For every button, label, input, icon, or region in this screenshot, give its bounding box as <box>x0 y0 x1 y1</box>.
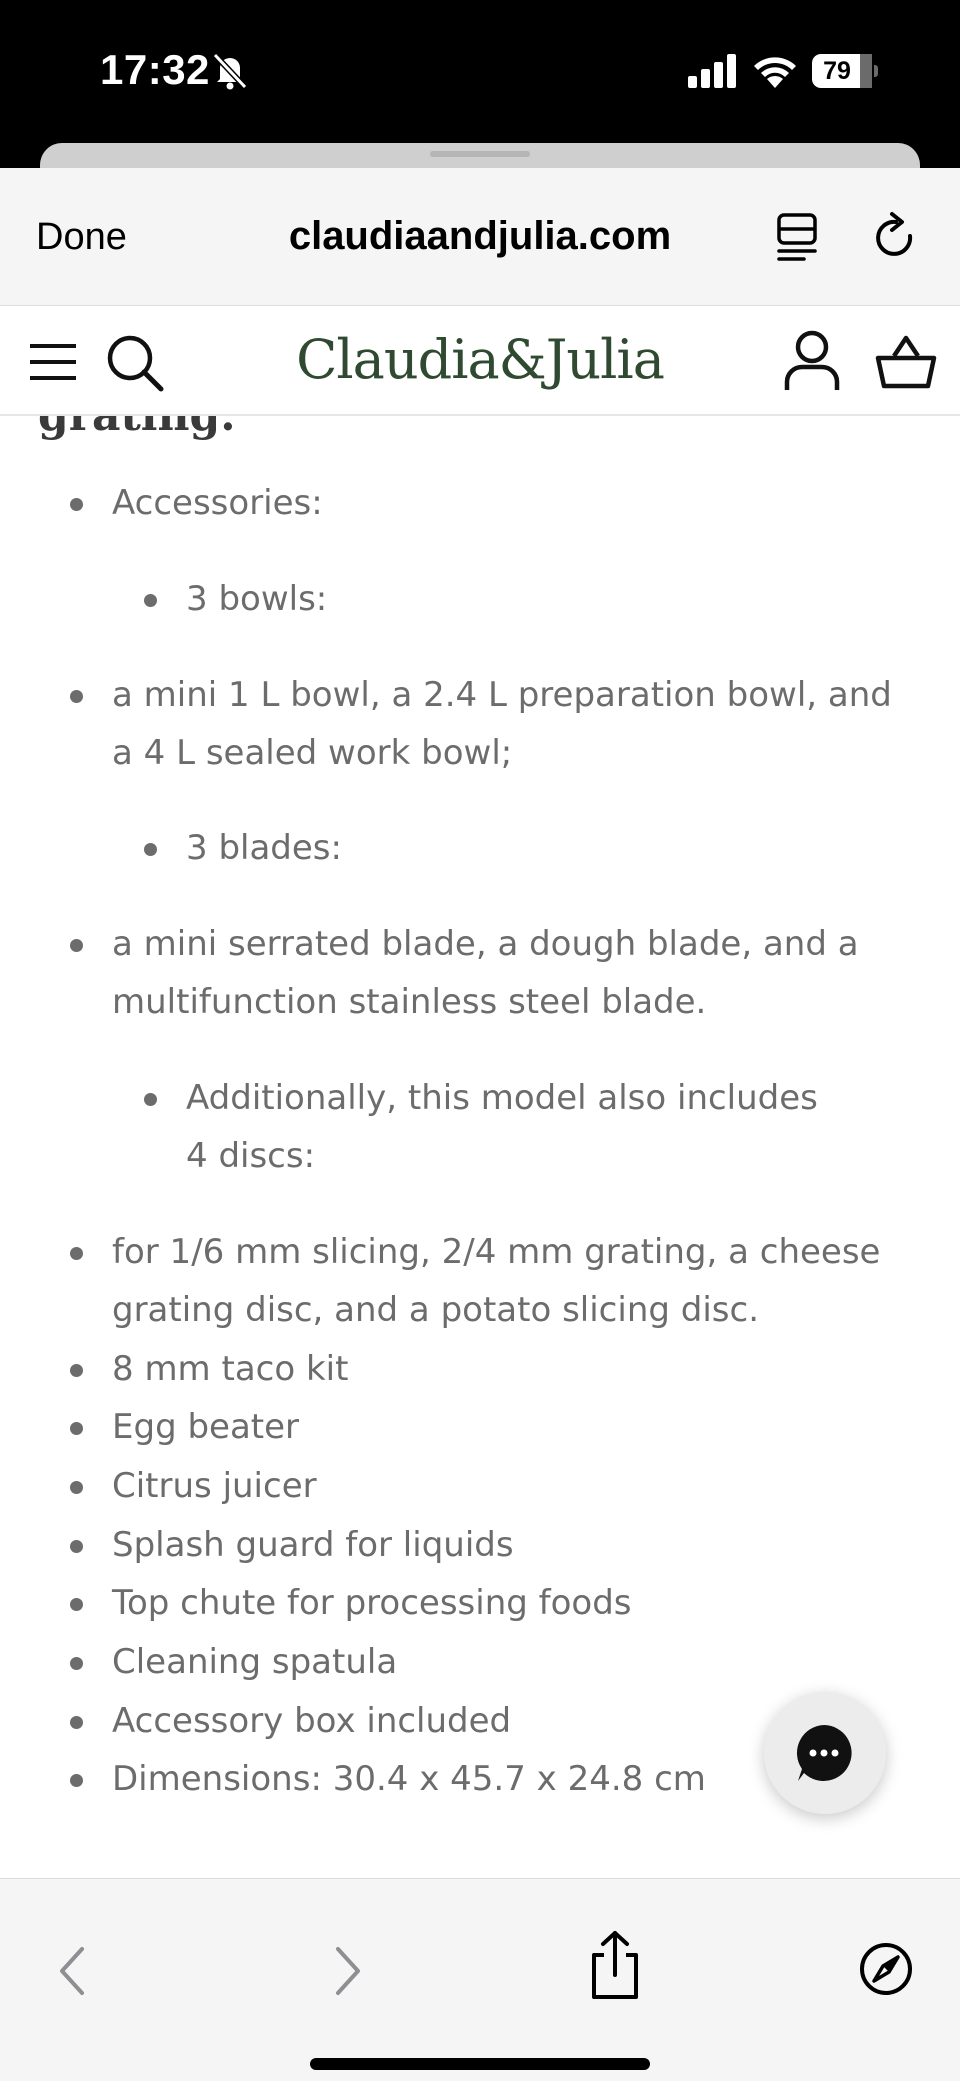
list-item <box>186 570 836 628</box>
status-bar <box>0 0 960 150</box>
list-item-text: 3 blades: <box>186 828 342 868</box>
bullet-dot <box>70 1598 83 1611</box>
list-item-text: Splash guard for liquids <box>112 1525 514 1565</box>
list-item-text: a mini 1 L bowl, a 2.4 L preparation bowl, and a 4 L sealed work bowl; <box>112 675 892 773</box>
bullet-dot <box>70 1422 83 1435</box>
list-item <box>112 474 902 532</box>
list-item-text: Additionally, this model also includes 4 discs: <box>186 1078 818 1176</box>
list-item <box>112 915 902 1031</box>
share-icon[interactable] <box>586 1929 644 2001</box>
bullet-dot <box>70 690 83 703</box>
bullet-dot <box>144 1093 157 1106</box>
bullet-dot <box>144 843 157 856</box>
list-item-text: Accessories: <box>112 483 323 523</box>
list-item <box>112 1398 902 1456</box>
list-item-text: Egg beater <box>112 1407 300 1447</box>
list-item <box>112 1340 902 1398</box>
site-logo[interactable]: Claudia&Julia <box>296 328 664 391</box>
list-item <box>112 1633 902 1691</box>
reload-icon[interactable] <box>872 212 920 264</box>
account-icon[interactable] <box>784 330 840 392</box>
list-item <box>112 1223 902 1339</box>
list-item-text: Accessory box included <box>112 1701 512 1741</box>
list-item <box>112 1574 902 1632</box>
battery-icon <box>812 54 878 88</box>
bullet-dot <box>70 939 83 952</box>
cart-icon[interactable] <box>876 334 936 390</box>
forward-icon[interactable] <box>328 1943 368 1999</box>
bullet-dot <box>70 1364 83 1377</box>
bullet-dot <box>70 498 83 511</box>
browser-address-bar <box>0 168 960 306</box>
list-item-text: Cleaning spatula <box>112 1642 398 1682</box>
compass-icon[interactable] <box>858 1941 914 1997</box>
search-icon[interactable] <box>106 334 164 392</box>
bell-slash-icon <box>212 52 248 90</box>
done-button[interactable]: Done <box>36 216 127 258</box>
list-item-text: Citrus juicer <box>112 1466 317 1506</box>
list-item-text: for 1/6 mm slicing, 2/4 mm grating, a cheese grating disc, and a potato slicing disc. <box>112 1232 881 1330</box>
battery-percent: 79 <box>823 57 851 85</box>
list-item <box>112 1516 902 1574</box>
bullet-dot <box>70 1540 83 1553</box>
bullet-dot <box>70 1481 83 1494</box>
bullet-dot <box>144 594 157 607</box>
home-indicator[interactable] <box>310 2058 650 2070</box>
list-item <box>186 819 836 877</box>
list-item <box>186 1069 836 1185</box>
chat-button[interactable] <box>764 1692 886 1814</box>
list-item-text: Dimensions: 30.4 x 45.7 x 24.8 cm <box>112 1759 706 1799</box>
menu-icon[interactable] <box>28 342 78 382</box>
bullet-dot <box>70 1716 83 1729</box>
list-item <box>112 666 902 782</box>
browser-toolbar <box>0 1878 960 2081</box>
bullet-dot <box>70 1247 83 1260</box>
wifi-icon <box>752 50 798 88</box>
status-time: 17:32 <box>100 46 210 93</box>
list-item-text: 3 bowls: <box>186 579 328 619</box>
list-item-text: Top chute for processing foods <box>112 1583 632 1623</box>
list-item-text: 8 mm taco kit <box>112 1349 349 1389</box>
chat-icon <box>794 1723 854 1783</box>
list-item-text: a mini serrated blade, a dough blade, and a multifunction stainless steel blade. <box>112 924 859 1022</box>
site-header <box>0 306 960 416</box>
list-item <box>112 1457 902 1515</box>
back-icon[interactable] <box>52 1943 92 1999</box>
bullet-dot <box>70 1774 83 1787</box>
bullet-dot <box>70 1657 83 1670</box>
url-label[interactable]: claudiaandjulia.com <box>288 214 672 258</box>
signal-icon <box>688 54 738 88</box>
reader-icon[interactable] <box>776 212 820 262</box>
